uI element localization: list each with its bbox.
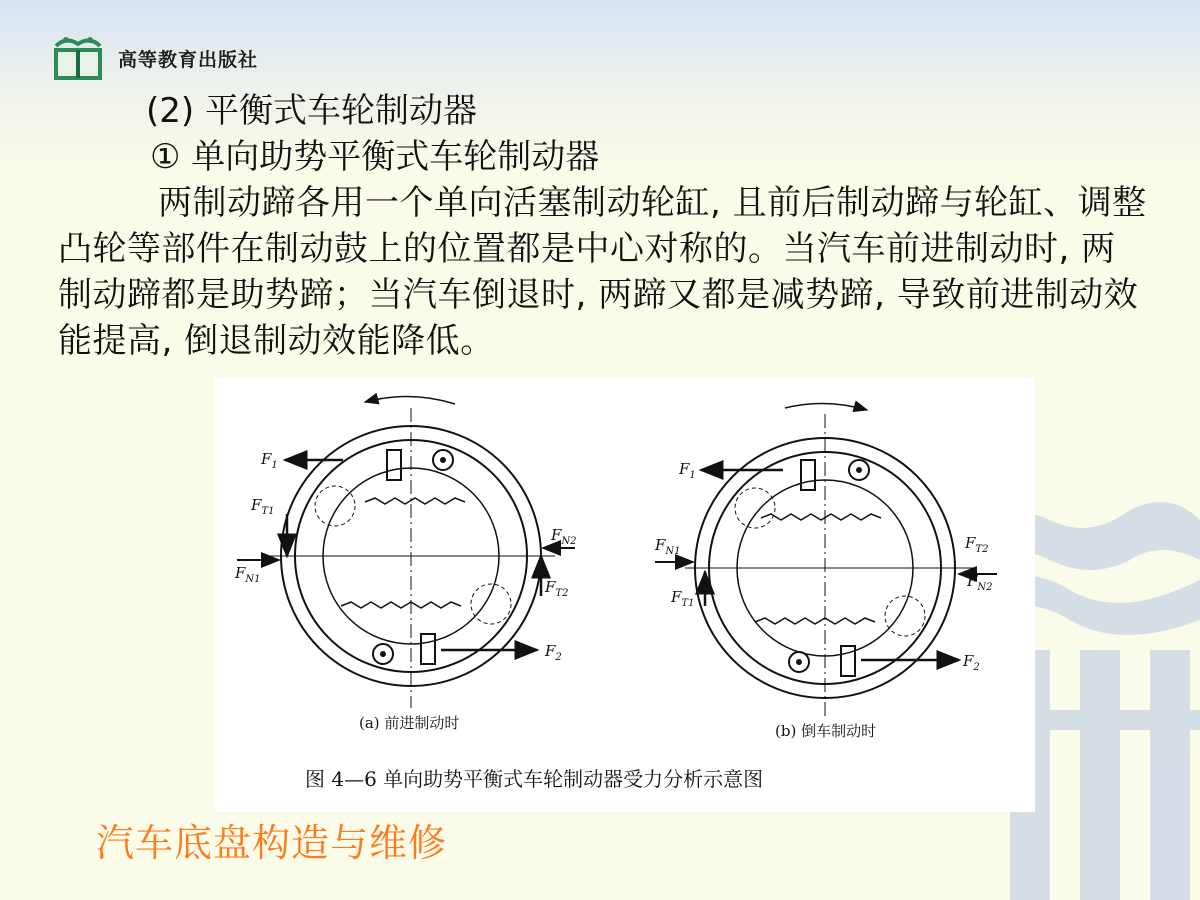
label-a-fn1: $F_{N1}$	[235, 564, 261, 585]
label-b-ft2: $F_{T2}$	[965, 534, 989, 555]
slide-body	[58, 88, 1148, 364]
brake-force-diagram	[215, 378, 1035, 812]
label-b-f2: $F_2$	[963, 652, 980, 673]
course-title: 汽车底盘构造与维修	[96, 821, 448, 865]
label-a-ft1: $F_{T1}$	[251, 496, 275, 517]
rotation-arrow-a	[365, 396, 455, 404]
brake-diagram-svg	[215, 378, 1035, 812]
panel-b-reverse-braking	[655, 403, 997, 718]
label-b-f1: $F_1$	[679, 460, 696, 481]
panel-b-caption: (b) 倒车制动时	[775, 722, 877, 740]
rotation-arrow-b	[785, 403, 867, 410]
publisher-book-logo-icon	[52, 34, 104, 82]
label-b-fn2: $F_{N2}$	[967, 572, 993, 593]
label-a-fn2: $F_{N2}$	[551, 526, 577, 547]
panel-a-forward-braking	[237, 396, 575, 708]
description-paragraph: 两制动蹄各用一个单向活塞制动轮缸, 且前后制动蹄与轮缸、调整凸轮等部件在制动鼓上的位置都是中心对称的。当汽车前进制动时, 两制动蹄都是助势蹄；当汽车倒退时, 两蹄又都是减势蹄, 导致前进制动效能提高, 倒退制动效能降低。	[58, 183, 1147, 361]
panel-a-caption: (a) 前进制动时	[359, 714, 460, 732]
label-a-f1: $F_1$	[261, 450, 278, 471]
subsection-heading: ① 单向助势平衡式车轮制动器	[150, 137, 600, 177]
figure-caption: 图 4—6 单向助势平衡式车轮制动器受力分析示意图	[305, 767, 764, 791]
publisher-name: 高等教育出版社	[118, 48, 259, 71]
label-b-fn1: $F_{N1}$	[655, 536, 681, 557]
label-b-ft1: $F_{T1}$	[671, 588, 695, 609]
label-a-ft2: $F_{T2}$	[545, 578, 569, 599]
label-a-f2: $F_2$	[545, 642, 562, 663]
publisher-header	[52, 34, 258, 82]
section-heading: (2) 平衡式车轮制动器	[146, 91, 477, 131]
